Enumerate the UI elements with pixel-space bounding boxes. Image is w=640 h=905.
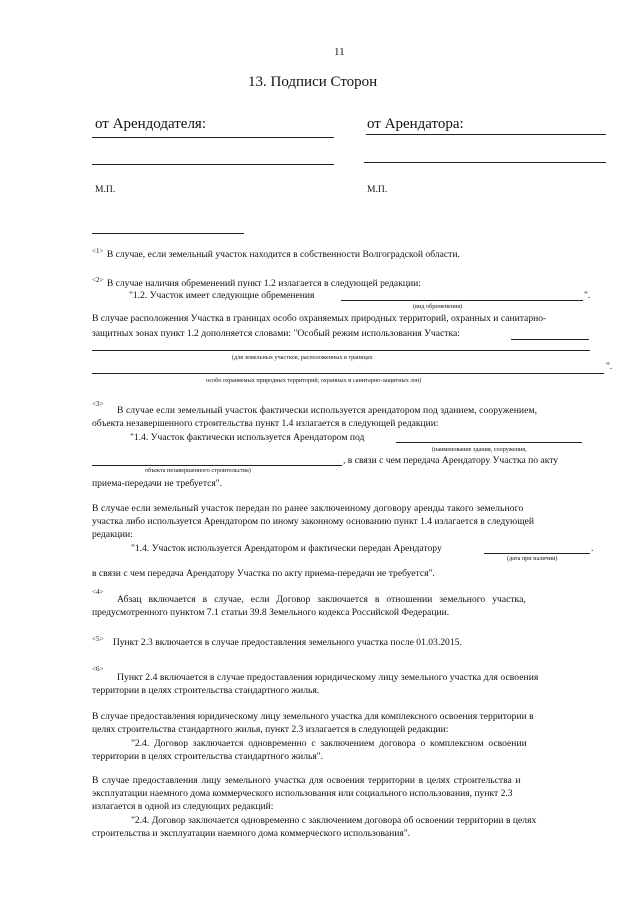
footnote-separator xyxy=(92,233,244,234)
building-name-hint-1: (наименование здания, сооружения, xyxy=(432,446,527,453)
note-3-line2: объекта незавершенного строительства пункт 1.4 излагается в следующей редакции: xyxy=(92,418,439,429)
building-name-hint-2: объекта незавершенного строительства) xyxy=(145,467,251,474)
page-title: 13. Подписи Сторон xyxy=(248,74,378,90)
note-2-para2-line2: защитных зонах пункт 1.2 дополняется словами: "Особый режим использования Участка: xyxy=(92,328,460,339)
special-regime-hint-1: (для земельных участков, расположенных в границах xyxy=(232,354,373,361)
note-3-line1: В случае если земельный участок фактически используется арендатором под зданием, сооружением, xyxy=(117,405,538,416)
landlord-stamp-mark: М.П. xyxy=(95,184,116,195)
note-4-line2: предусмотренного пунктом 7.1 статьи 39.8 Земельного кодекса Российской Федерации. xyxy=(92,607,450,618)
note-6-quote-2-line2: строительства и эксплуатации наемного дома коммерческого использования". xyxy=(92,828,411,839)
note-3-quote-2: , в связи с чем передача Арендатору Участка по акту xyxy=(343,455,559,466)
tenant-signature-label: от Арендатора: xyxy=(367,116,464,132)
special-regime-blank-line-2 xyxy=(92,373,604,374)
note-6-quote-1-line2: территории в целях строительства стандартного жилья". xyxy=(92,751,324,762)
tenant-signature-line-1 xyxy=(366,134,606,135)
transfer-date-blank-line xyxy=(484,553,590,554)
note-6-para3-line2: эксплуатации наемного дома коммерческого использования или социального использования, пункт 2.3 xyxy=(92,788,513,799)
page-number: 11 xyxy=(334,46,345,58)
note-6-marker: <6> xyxy=(92,665,104,673)
note-2-marker: <2> xyxy=(92,276,104,284)
tenant-stamp-mark: М.П. xyxy=(367,184,388,195)
note-1-marker: <1> xyxy=(92,247,104,255)
transfer-date-hint: (дата при наличии) xyxy=(507,555,558,562)
note-2 xyxy=(92,274,421,290)
note-3-quote-5: в связи с чем передача Арендатору Участка по акту приема-передачи не требуется". xyxy=(92,568,435,579)
note-3-marker: <3> xyxy=(92,400,104,408)
note-6-para3-line3: излагается в одной из следующих редакций: xyxy=(92,801,274,812)
special-regime-hint-2: особо охраняемых природных территорий, охранных и санитарно-защитных зон) xyxy=(206,377,422,384)
note-6-line2: территории в целях строительства стандартного жилья. xyxy=(92,685,320,696)
note-2-quote: "1.2. Участок имеет следующие обременения xyxy=(129,290,315,301)
note-1-text: В случае, если земельный участок находится в собственности Волгоградской области. xyxy=(106,249,460,260)
note-5-text: Пункт 2.3 включается в случае предоставления земельного участка после 01.03.2015. xyxy=(112,637,462,648)
landlord-signature-line-1 xyxy=(92,137,334,138)
encumbrance-blank-line xyxy=(341,300,583,301)
encumbrance-hint: (вид обременения) xyxy=(413,303,463,310)
transfer-date-end: . xyxy=(591,543,594,554)
note-2-quote-end: ". xyxy=(584,290,591,301)
note-6-quote-2-line1: "2.4. Договор заключается одновременно с заключением договора об освоении территории в целях xyxy=(131,815,537,826)
special-regime-end: ". xyxy=(606,361,613,372)
note-4-line1: Абзац включается в случае, если Договор заключается в отношении земельного участка, xyxy=(117,594,526,605)
note-3-para2-line2: участка либо используется Арендатором по иному законному основанию пункт 1.4 излагается в следующей xyxy=(92,516,534,527)
note-3-para2-line1: В случае если земельный участок передан по ранее заключенному договору аренды такого земельного xyxy=(92,503,524,514)
building-name-blank-line xyxy=(396,442,582,443)
note-2-text: В случае наличия обременений пункт 1.2 излагается в следующей редакции: xyxy=(106,278,421,289)
special-regime-blank-short xyxy=(511,339,589,340)
note-4-marker: <4> xyxy=(92,588,104,596)
note-2-para2-line1: В случае расположения Участка в границах особо охраняемых природных территорий, охранных и санитарно- xyxy=(92,313,547,324)
note-3-quote-4: "1.4. Участок используется Арендатором и фактически передан Арендатору xyxy=(131,543,442,554)
note-3-quote-3: приема-передачи не требуется". xyxy=(92,478,223,489)
note-6-para2-line2: целях строительства стандартного жилья, пункт 2.3 излагается в следующей редакции: xyxy=(92,724,449,735)
landlord-signature-line-2 xyxy=(92,164,334,165)
note-6-para3-line1: В случае предоставления лицу земельного участка для освоения территории в целях строительства и xyxy=(92,775,521,786)
note-5 xyxy=(92,633,462,649)
special-regime-blank-line-1 xyxy=(92,350,590,351)
note-1 xyxy=(92,245,460,261)
note-5-marker: <5> xyxy=(92,635,104,643)
note-6-quote-1-line1: "2.4. Договор заключается одновременно с заключением договора о комплексном освоении xyxy=(131,738,527,749)
note-6-para2-line1: В случае предоставления юридическому лицу земельного участка для комплексного освоения территории в xyxy=(92,711,534,722)
building-name-blank-line-2 xyxy=(92,465,342,466)
note-3-para2-line3: редакции: xyxy=(92,529,133,540)
landlord-signature-label: от Арендодателя: xyxy=(95,116,206,132)
note-6-line1: Пункт 2.4 включается в случае предоставления юридическому лицу земельного участка для освоения xyxy=(117,672,539,683)
tenant-signature-line-2 xyxy=(364,162,606,163)
note-3-quote-1: "1.4. Участок фактически используется Арендатором под xyxy=(130,432,365,443)
